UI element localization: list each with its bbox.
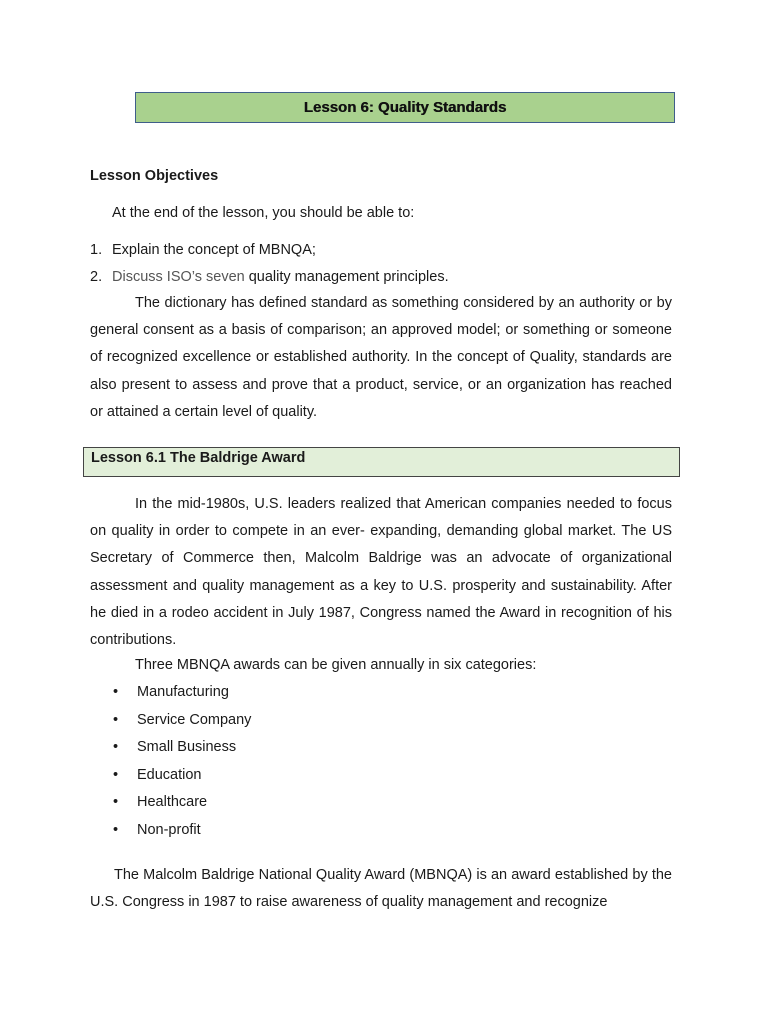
list-item: • Education (113, 766, 251, 794)
objective-text: quality management principles. (244, 269, 449, 285)
mbnqa-paragraph-text: The Malcolm Baldrige National Quality Award (MBNQA) is an award established by the U.S. Congress in 1987 to raise awareness of quality management and recognize (90, 867, 672, 911)
section-heading: Lesson 6.1 The Baldrige Award (91, 450, 306, 466)
objective-number: 2. (90, 269, 103, 285)
section-heading-box (83, 447, 680, 477)
mbnqa-paragraph (90, 862, 672, 916)
awards-intro: Three MBNQA awards can be given annually in six categories: (135, 657, 537, 673)
intro-paragraph (90, 290, 672, 426)
objective-item-2 (90, 268, 449, 286)
list-item: • Non-profit (113, 821, 251, 849)
list-item: • Service Company (113, 711, 251, 739)
lesson-title-box (135, 92, 675, 123)
objectives-heading: Lesson Objectives (90, 168, 219, 184)
baldrige-paragraph (90, 491, 672, 654)
intro-paragraph-text: The dictionary has defined standard as something considered by an authority or by general consent as a basis of comparison; an approved model; or something or someone of recognized excellence or established authority. In the concept of Quality, standards are also present to assess and prove that a product, service, or an organization has reached or attained a certain level of quality. (90, 295, 672, 420)
list-item: • Healthcare (113, 793, 251, 821)
list-item: • Small Business (113, 738, 251, 766)
objective-number: 1. (90, 242, 103, 258)
objective-prefix: Discuss ISO’s seven (112, 269, 245, 285)
list-item: • Manufacturing (113, 683, 251, 711)
objectives-intro: At the end of the lesson, you should be able to: (112, 205, 415, 221)
objective-item-1 (90, 241, 316, 259)
objective-text: Explain the concept of MBNQA; (112, 242, 316, 258)
category-list (113, 683, 251, 849)
baldrige-paragraph-text: In the mid-1980s, U.S. leaders realized that American companies needed to focus on quality in order to compete in an ever- expanding, demanding global market. The US Secretary of Commerce then, Malcolm Baldrige was an advocate of organizational assessment and quality management as a key to U.S. prosperity and sustainability. After he died in a rodeo accident in July 1987, Congress named the Award in recognition of his contributions. (90, 496, 672, 649)
lesson-title: Lesson 6: Quality Standards (303, 99, 507, 116)
